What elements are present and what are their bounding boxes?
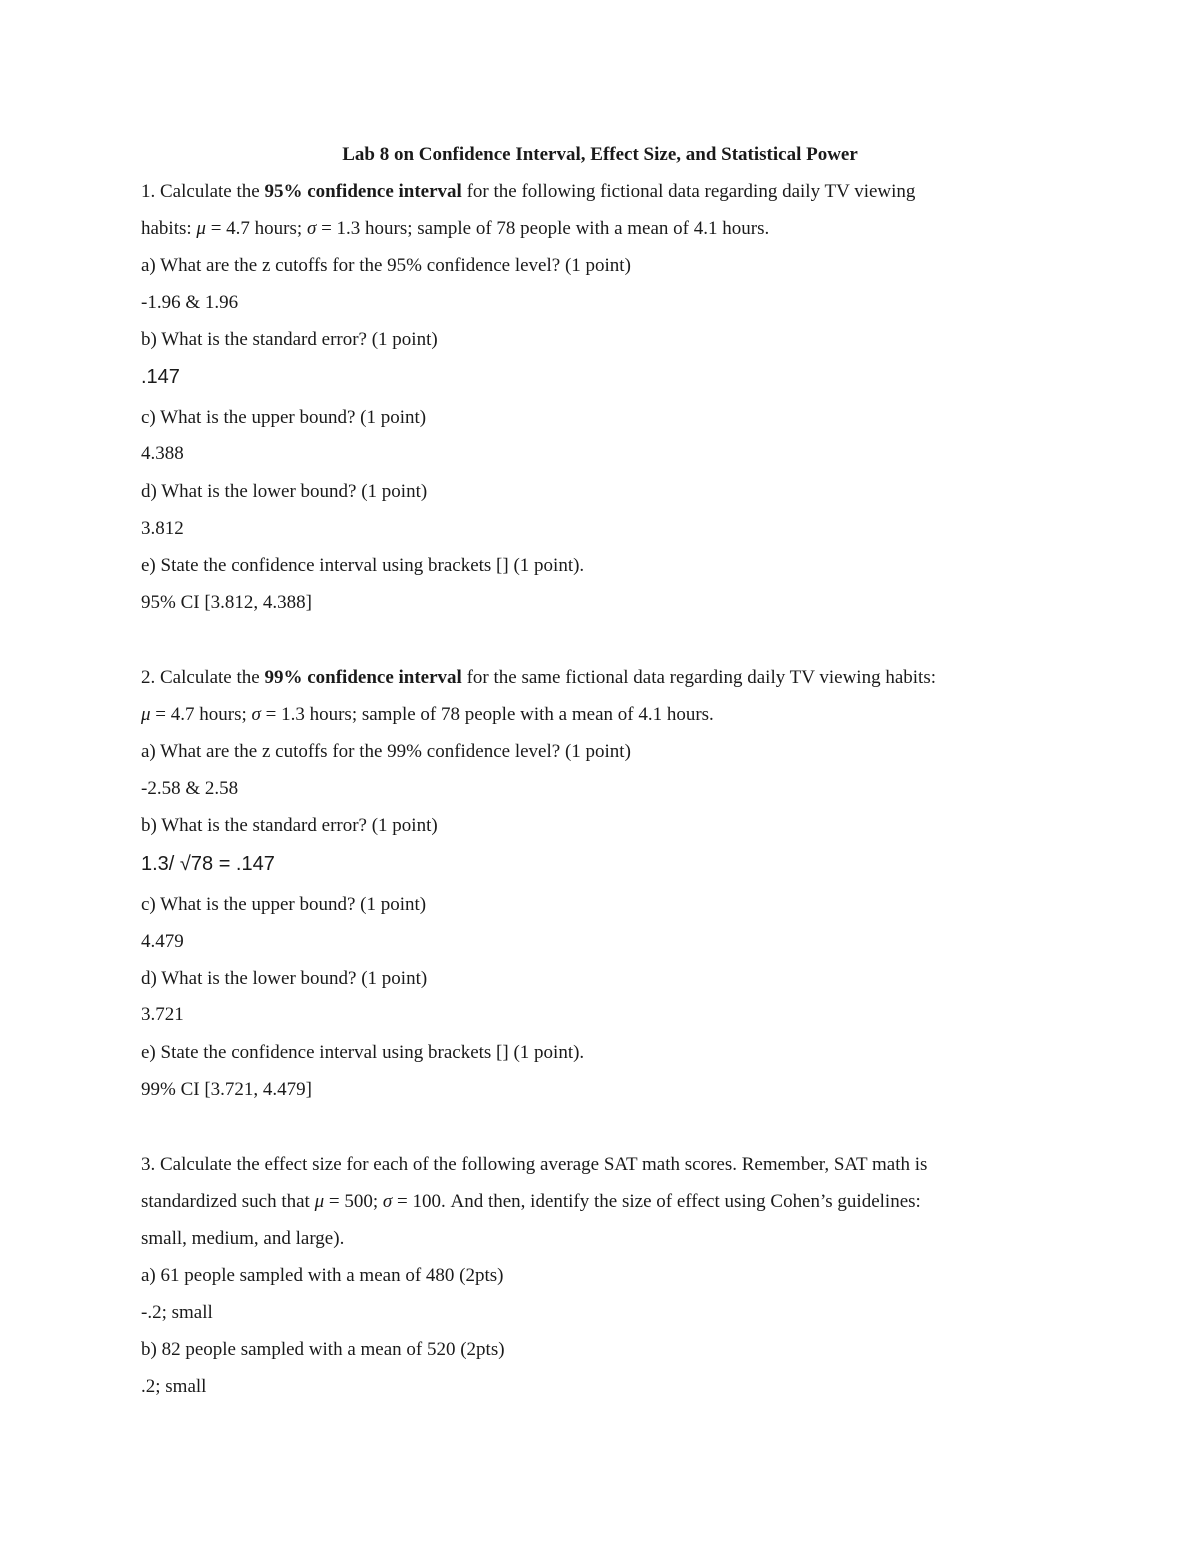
q3-intro-line-3: small, medium, and large). [141, 1228, 345, 1249]
q2-intro-bold: 99% confidence interval [264, 667, 462, 688]
q2-a-question: a) What are the z cutoffs for the 99% confidence level? (1 point) [141, 741, 631, 762]
q1-e-question: e) State the confidence interval using brackets [] (1 point). [141, 555, 585, 576]
q3-b-answer: .2; small [141, 1376, 207, 1397]
q2-sigma-symbol: σ [251, 704, 261, 725]
q2-d-question: d) What is the lower bound? (1 point) [141, 968, 428, 989]
q1-sigma-symbol: σ [306, 218, 317, 239]
q2-a-answer: -2.58 & 2.58 [141, 778, 239, 799]
q1-intro-text-a: 1. Calculate the [141, 181, 265, 202]
q2-e-question: e) State the confidence interval using brackets [] (1 point). [141, 1042, 585, 1063]
q1-b-question: b) What is the standard error? (1 point) [141, 329, 438, 350]
q2-e-answer: 99% CI [3.721, 4.479] [141, 1079, 312, 1100]
q2-sigma-value: = 1.3 hours; sample of 78 people with a mean of 4.1 hours. [260, 704, 714, 725]
q2-intro-text-b: for the same fictional data regarding daily TV viewing habits: [461, 667, 936, 688]
q1-params-prefix: habits: [141, 218, 197, 239]
q1-mu-value: = 4.7 hours; [205, 218, 307, 239]
q1-b-answer: .147 [141, 366, 180, 388]
q3-sigma-value: = 100. And then, identify the size of effect using Cohen’s guidelines: [392, 1191, 921, 1212]
q3-a-question: a) 61 people sampled with a mean of 480 (2pts) [141, 1265, 504, 1286]
q2-params [141, 701, 714, 729]
q2-mu-value: = 4.7 hours; [150, 704, 252, 725]
q1-a-question: a) What are the z cutoffs for the 95% confidence level? (1 point) [141, 255, 631, 276]
q2-b-question: b) What is the standard error? (1 point) [141, 815, 438, 836]
q1-sigma-value: = 1.3 hours; sample of 78 people with a mean of 4.1 hours. [316, 218, 770, 239]
q2-mu-symbol: μ [141, 704, 151, 725]
q1-e-answer: 95% CI [3.812, 4.388] [141, 592, 312, 613]
q3-intro-line-2 [141, 1188, 921, 1216]
document-title: Lab 8 on Confidence Interval, Effect Size, and Statistical Power [342, 144, 858, 165]
q1-intro-bold: 95% confidence interval [264, 181, 462, 202]
q3-intro-text: standardized such that [141, 1191, 315, 1212]
q1-params [141, 215, 769, 243]
q1-c-question: c) What is the upper bound? (1 point) [141, 407, 427, 428]
q1-d-answer: 3.812 [141, 518, 184, 539]
q1-intro-text-b: for the following fictional data regarding daily TV viewing [461, 181, 916, 202]
q3-mu-value: = 500; [324, 1191, 383, 1212]
q1-a-answer: -1.96 & 1.96 [141, 292, 239, 313]
q3-a-answer: -.2; small [141, 1302, 213, 1323]
q3-sigma-symbol: σ [382, 1191, 393, 1212]
q1-intro [141, 178, 915, 206]
q2-intro-text-a: 2. Calculate the [141, 667, 265, 688]
q1-mu-symbol: μ [196, 218, 206, 239]
q2-intro [141, 664, 936, 692]
q3-mu-symbol: μ [314, 1191, 325, 1212]
q3-intro-line-1: 3. Calculate the effect size for each of the following average SAT math scores. Remember, SAT math is [141, 1154, 928, 1175]
q3-b-question: b) 82 people sampled with a mean of 520 (2pts) [141, 1339, 505, 1360]
q2-d-answer: 3.721 [141, 1004, 184, 1025]
q2-c-answer: 4.479 [141, 931, 184, 952]
q2-b-answer: 1.3/ √78 = .147 [141, 853, 275, 875]
q1-d-question: d) What is the lower bound? (1 point) [141, 481, 428, 502]
q2-c-question: c) What is the upper bound? (1 point) [141, 894, 427, 915]
q1-c-answer: 4.388 [141, 443, 184, 464]
